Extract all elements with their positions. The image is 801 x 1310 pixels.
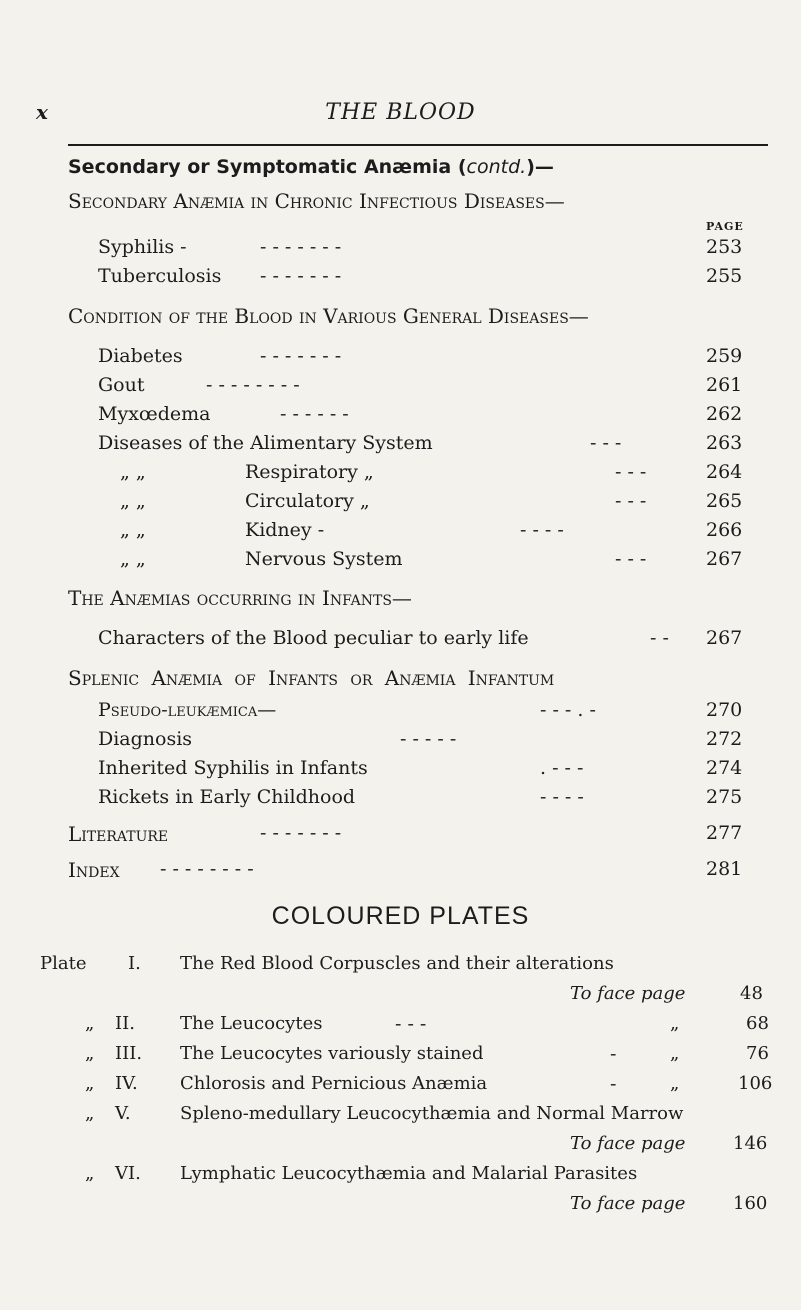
toc-entry-label: Kidney - xyxy=(245,519,325,541)
section-general-diseases-title: Condition of the Blood in Various General Diseases— xyxy=(68,304,589,328)
plate-number: VI. xyxy=(115,1163,141,1184)
leader-dots: - - - xyxy=(615,461,647,483)
plate-prefix: „ xyxy=(85,1103,95,1124)
leader-dots: - - - xyxy=(590,432,622,454)
plate-page: 48 xyxy=(740,983,763,1004)
toc-page: 262 xyxy=(706,403,743,425)
leader-dots: - - - - - - xyxy=(280,403,349,425)
coloured-plates-title: COLOURED PLATES xyxy=(271,902,530,930)
toc-page: 255 xyxy=(706,265,743,287)
leader-dots: - - - . - xyxy=(540,699,596,721)
toc-page: 270 xyxy=(706,699,743,721)
toc-entry-label: Nervous System xyxy=(245,548,403,570)
toc-entry-label: Diseases of the Alimentary System xyxy=(98,432,433,454)
toc-entry-label: Tuberculosis xyxy=(98,265,222,287)
toc-entry-label: Circulatory „ xyxy=(245,490,370,512)
plate-page: 76 xyxy=(746,1043,769,1064)
leader-dots: - xyxy=(610,1043,617,1065)
toc-page: 272 xyxy=(706,728,743,750)
leader-dots: - - - - xyxy=(540,786,584,808)
section-splenic-title: Splenic Anæmia of Infants or Anæmia Infantum xyxy=(68,666,555,690)
page-number: x xyxy=(36,100,48,124)
leader-dots: - - - - - xyxy=(400,728,457,750)
toc-entry-label: Gout xyxy=(98,374,145,396)
ditto-marks: „ xyxy=(670,1043,680,1064)
plate-title: Chlorosis and Pernicious Anæmia xyxy=(180,1073,488,1094)
running-title: THE BLOOD xyxy=(325,100,476,125)
plate-prefix: Plate xyxy=(40,953,87,974)
section-splenic-subtitle: Pseudo-leukæmica— xyxy=(98,699,277,721)
ditto-marks: „ xyxy=(670,1013,680,1034)
leader-dots: - - - xyxy=(395,1013,427,1035)
leader-dots: - - - xyxy=(615,548,647,570)
toc-page: 267 xyxy=(706,548,743,570)
leader-dots: - - - - - - - xyxy=(260,822,342,844)
leader-dots: - - - - - - - xyxy=(260,265,342,287)
leader-dots: . - - - xyxy=(540,757,584,779)
plate-page: 146 xyxy=(733,1133,768,1154)
plate-title: The Red Blood Corpuscles and their alterations xyxy=(180,953,614,974)
toc-entry-label: Respiratory „ xyxy=(245,461,374,483)
toc-page: 274 xyxy=(706,757,743,779)
plate-prefix: „ xyxy=(85,1073,95,1094)
page-column-label: PAGE xyxy=(706,220,744,233)
ditto-marks: „ xyxy=(670,1073,680,1094)
toc-entry-label: Myxœdema xyxy=(98,403,211,425)
plate-prefix: „ xyxy=(85,1043,95,1064)
leader-dots: - - - - - - - - xyxy=(160,858,254,880)
section-infants-title: The Anæmias occurring in Infants— xyxy=(68,586,412,610)
toc-entry-label: Inherited Syphilis in Infants xyxy=(98,757,368,779)
toc-page: 253 xyxy=(706,236,743,258)
plate-face-label: To face page xyxy=(570,1133,686,1154)
toc-entry-label: Rickets in Early Childhood xyxy=(98,786,356,808)
continued-heading: Secondary or Symptomatic Anæmia (contd.)— xyxy=(68,156,554,178)
leader-dots: - - - - xyxy=(520,519,564,541)
ditto-marks: „ „ xyxy=(120,461,146,483)
plate-face-label: To face page xyxy=(570,1193,686,1214)
toc-page: 277 xyxy=(706,822,743,844)
leader-dots: - - xyxy=(650,627,669,649)
literature-title: Literature xyxy=(68,822,169,846)
toc-entry-label: Characters of the Blood peculiar to early life xyxy=(98,627,529,649)
plate-title: The Leucocytes variously stained xyxy=(180,1043,484,1064)
toc-page: 266 xyxy=(706,519,743,541)
plate-page: 68 xyxy=(746,1013,769,1034)
toc-page: 263 xyxy=(706,432,743,454)
plate-page: 106 xyxy=(738,1073,773,1094)
leader-dots: - - - - - - - - xyxy=(206,374,300,396)
toc-entry-label: Diabetes xyxy=(98,345,183,367)
toc-page: 264 xyxy=(706,461,743,483)
index-title: Index xyxy=(68,858,120,882)
toc-entry-label: Syphilis - xyxy=(98,236,187,258)
plate-prefix: „ xyxy=(85,1013,95,1034)
plate-title: The Leucocytes xyxy=(180,1013,323,1034)
leader-dots: - - - - - - - xyxy=(260,345,342,367)
section-chronic-infectious-title: Secondary Anæmia in Chronic Infectious Diseases— xyxy=(68,189,565,213)
ditto-marks: „ „ xyxy=(120,490,146,512)
ditto-marks: „ „ xyxy=(120,548,146,570)
leader-dots: - - - xyxy=(615,490,647,512)
plate-title: Lymphatic Leucocythæmia and Malarial Parasites xyxy=(180,1163,638,1184)
toc-entry-label: Diagnosis xyxy=(98,728,193,750)
toc-page: 267 xyxy=(706,627,743,649)
toc-page: 259 xyxy=(706,345,743,367)
ditto-marks: „ „ xyxy=(120,519,146,541)
plate-prefix: „ xyxy=(85,1163,95,1184)
plate-number: II. xyxy=(115,1013,135,1034)
leader-dots: - - - - - - - xyxy=(260,236,342,258)
leader-dots: - xyxy=(610,1073,617,1095)
plate-number: I. xyxy=(128,953,141,974)
plate-number: III. xyxy=(115,1043,143,1064)
toc-page: 275 xyxy=(706,786,743,808)
toc-page: 261 xyxy=(706,374,743,396)
plate-page: 160 xyxy=(733,1193,768,1214)
toc-page: 265 xyxy=(706,490,743,512)
plate-title: Spleno-medullary Leucocythæmia and Normal Marrow xyxy=(180,1103,684,1124)
plate-face-label: To face page xyxy=(570,983,686,1004)
plate-number: IV. xyxy=(115,1073,138,1094)
header-rule xyxy=(68,144,768,146)
plate-number: V. xyxy=(115,1103,131,1124)
toc-page: 281 xyxy=(706,858,743,880)
